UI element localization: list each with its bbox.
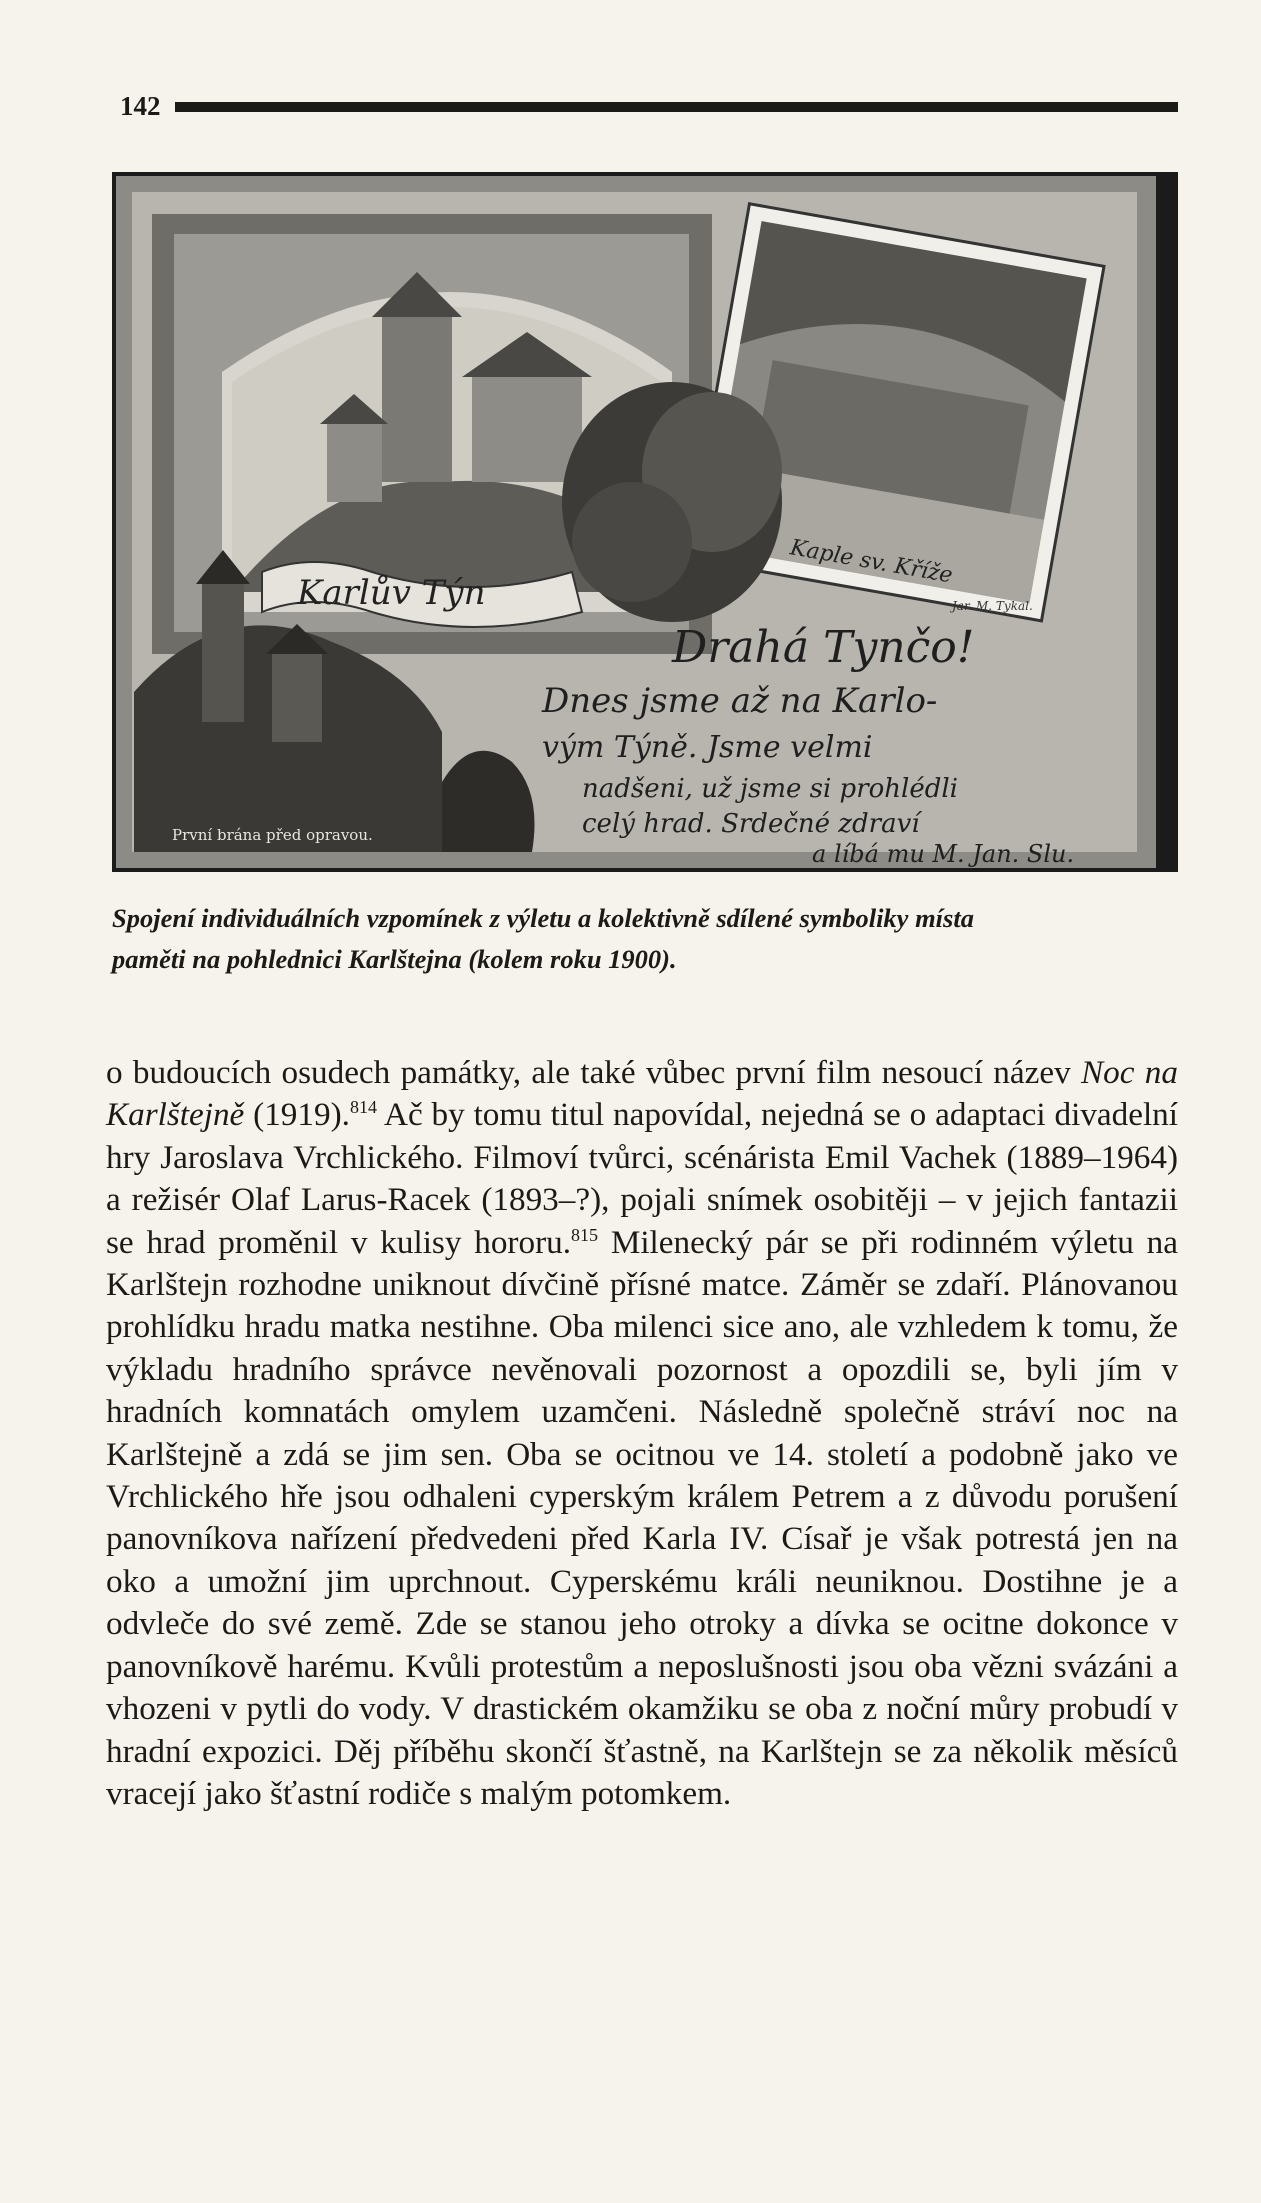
body-sentence: Milenecký pár se při rodinném výletu na Karlštejn rozhodne uniknout dívčině přísné matce. Záměr se zdaří. Plánovanou prohlídku hradu matka nestihne. Oba milenci sice ano, ale vzhledem k tomu, že výkladu hradního správce nevěnovali pozornost a opozdili se, byli jím v hradních komnatách omylem uzamčeni. Následně společně stráví noc na Karlštejně a zdá se jim sen. Oba se ocitnou ve 14. století a podobně jako ve Vrchlického hře jsou odhaleni cyperským králem Petrem a z důvodu porušení panovníkova nařízení předvedeni před Karla IV. Císař je však potrestá jen na oko a umožní jim uprchnout. Cyperskému králi neuniknou. Dostihne je a odvleče do své země. Zde se stanou jeho otroky a dívka se ocitne dokonce v panovníkově harému. Kvůli protestům a neposlušnosti jsou oba vězni svázáni a vhozeni v pytli do vody. V drastickém okamžiku se oba z noční můry probudí v hradní expozici. Děj příběhu skončí šťastně, na Karlštejn se za několik měsíců vracejí jako šťastní rodiče s malým potomkem. bbox=[106, 1223, 1178, 1812]
page-header bbox=[120, 88, 1178, 124]
caption-line: Spojení individuálních vzpomínek z výletu a kolektivně sdílené symboliky místa bbox=[112, 903, 974, 933]
handwriting-line: celý hrad. Srdečné zdraví bbox=[582, 809, 920, 839]
gate-label: První brána před opravou. bbox=[172, 826, 373, 844]
handwriting-line: a líbá mu M. Jan. Slu. bbox=[812, 840, 1075, 868]
body-sentence: o budoucích osudech památky, ale také vůbec první film nesoucí název bbox=[106, 1054, 1081, 1091]
postcard-title: Karlův Týn bbox=[297, 573, 486, 613]
body-sentence: (1919). bbox=[244, 1096, 350, 1134]
postcard-signature: Jar. M. Tykal. bbox=[952, 599, 1033, 613]
handwriting-line: Dnes jsme až na Karlo- bbox=[542, 681, 938, 721]
footnote-ref: 815 bbox=[571, 1224, 599, 1245]
page-number: 142 bbox=[120, 90, 161, 121]
body-text bbox=[106, 1052, 1178, 1815]
handwriting-line: nadšeni, už jsme si prohlédli bbox=[582, 774, 958, 804]
body-sentence: Ač by tomu titul napovídal, nejedná se o adaptaci divadelní hry Jaroslava Vrchlického. Filmoví tvůrci, scénárista Emil Vachek (1889–1964) a režisér Olaf Larus-Racek (1893–?), pojali snímek osobitěji – v jejich fantazii se hrad proměnil v kulisy hororu. bbox=[106, 1096, 1178, 1261]
film-title: Noc na Karlštejně bbox=[106, 1054, 1178, 1134]
handwriting-line: Drahá Tynčo! bbox=[672, 622, 975, 673]
handwriting-line: vým Týně. Jsme velmi bbox=[542, 730, 873, 765]
figure-caption bbox=[112, 898, 1178, 980]
postcard-image bbox=[112, 172, 1178, 872]
caption-line: paměti na pohlednici Karlštejna (kolem roku 1900). bbox=[112, 944, 677, 974]
body-paragraph bbox=[106, 1052, 1178, 1815]
chapel-label: Kaple sv. Kříže bbox=[788, 535, 955, 589]
header-rule bbox=[175, 102, 1179, 112]
footnote-ref: 814 bbox=[349, 1097, 377, 1118]
